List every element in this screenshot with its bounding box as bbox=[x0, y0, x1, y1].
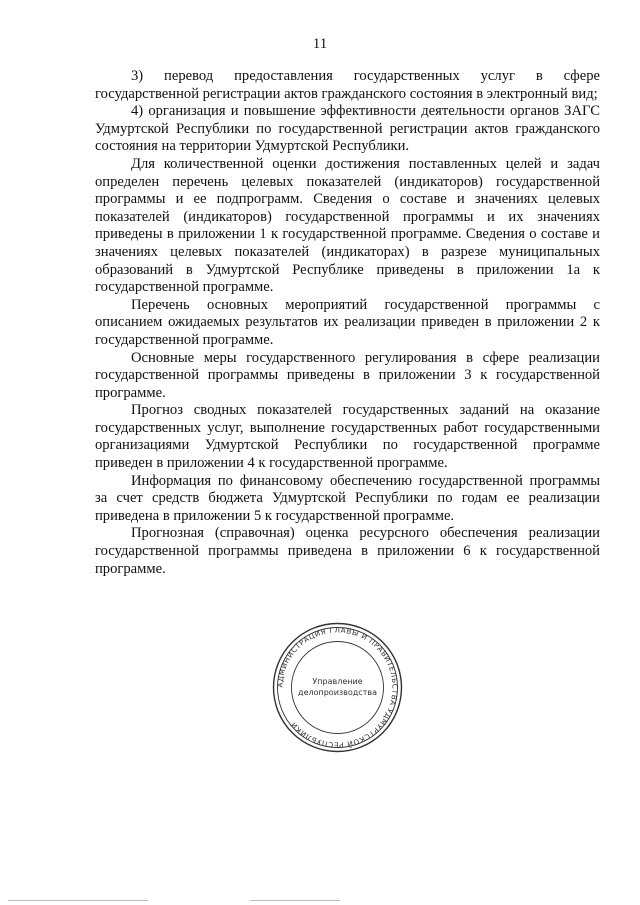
footer-rule-left bbox=[8, 900, 148, 901]
paragraph-regulation: Основные меры государственного регулирования в сфере реализации государственной программы приведены в приложении 3 к государственной программе. bbox=[95, 349, 600, 401]
footer-rule-right bbox=[250, 900, 340, 901]
paragraph-forecast: Прогноз сводных показателей государственных заданий на оказание государственных услуг, выполнение государственных работ государственными организациями Удмуртской Республики по государственной программе приведен в приложении 4 к государственной программе. bbox=[95, 402, 600, 472]
stamp-center-line-1: Управление bbox=[312, 677, 363, 686]
paragraph-item-4: 4) организация и повышение эффективности деятельности органов ЗАГС Удмуртской Республики по государственной регистрации актов гражданского состояния на территории Удмуртской Республики. bbox=[95, 103, 600, 155]
stamp-seal-icon bbox=[270, 620, 405, 755]
page-number: 11 bbox=[312, 36, 328, 52]
paragraph-measures-list: Перечень основных мероприятий государственной программы с описанием ожидаемых результатов их реализации приведен в приложении 2 к государственной программе. bbox=[95, 296, 600, 348]
document-body bbox=[95, 68, 600, 578]
paragraph-indicators: Для количественной оценки достижения поставленных целей и задач определен перечень целевых показателей (индикаторов) государственной программы и ее подпрограмм. Сведения о составе и значениях целевых показателей (индикаторов) государственной программы и их значениях приведены в приложении 1 к государственной программе. Сведения о составе и значениях целевых показателей (индикаторах) в разрезе муниципальных образований в Удмуртской Республике приведены в приложении 1а к государственной программе. bbox=[95, 155, 600, 296]
office-stamp bbox=[270, 620, 405, 755]
paragraph-financing: Информация по финансовому обеспечению государственной программы за счет средств бюджета Удмуртской Республики по годам ее реализации приведена в приложении 5 к государственной программе. bbox=[95, 472, 600, 524]
stamp-outer-text: АДМИНИСТРАЦИЯ ГЛАВЫ И ПРАВИТЕЛЬСТВА УДМУРТСКОЙ РЕСПУБЛИКИ bbox=[275, 625, 400, 750]
stamp-center-line-2: делопроизводства bbox=[298, 688, 377, 697]
paragraph-resource-estimate: Прогнозная (справочная) оценка ресурсного обеспечения реализации государственной программы приведена в приложении 6 к государственной программе. bbox=[95, 525, 600, 577]
paragraph-item-3: 3) перевод предоставления государственных услуг в сфере государственной регистрации актов гражданского состояния в электронный вид; bbox=[95, 68, 600, 102]
